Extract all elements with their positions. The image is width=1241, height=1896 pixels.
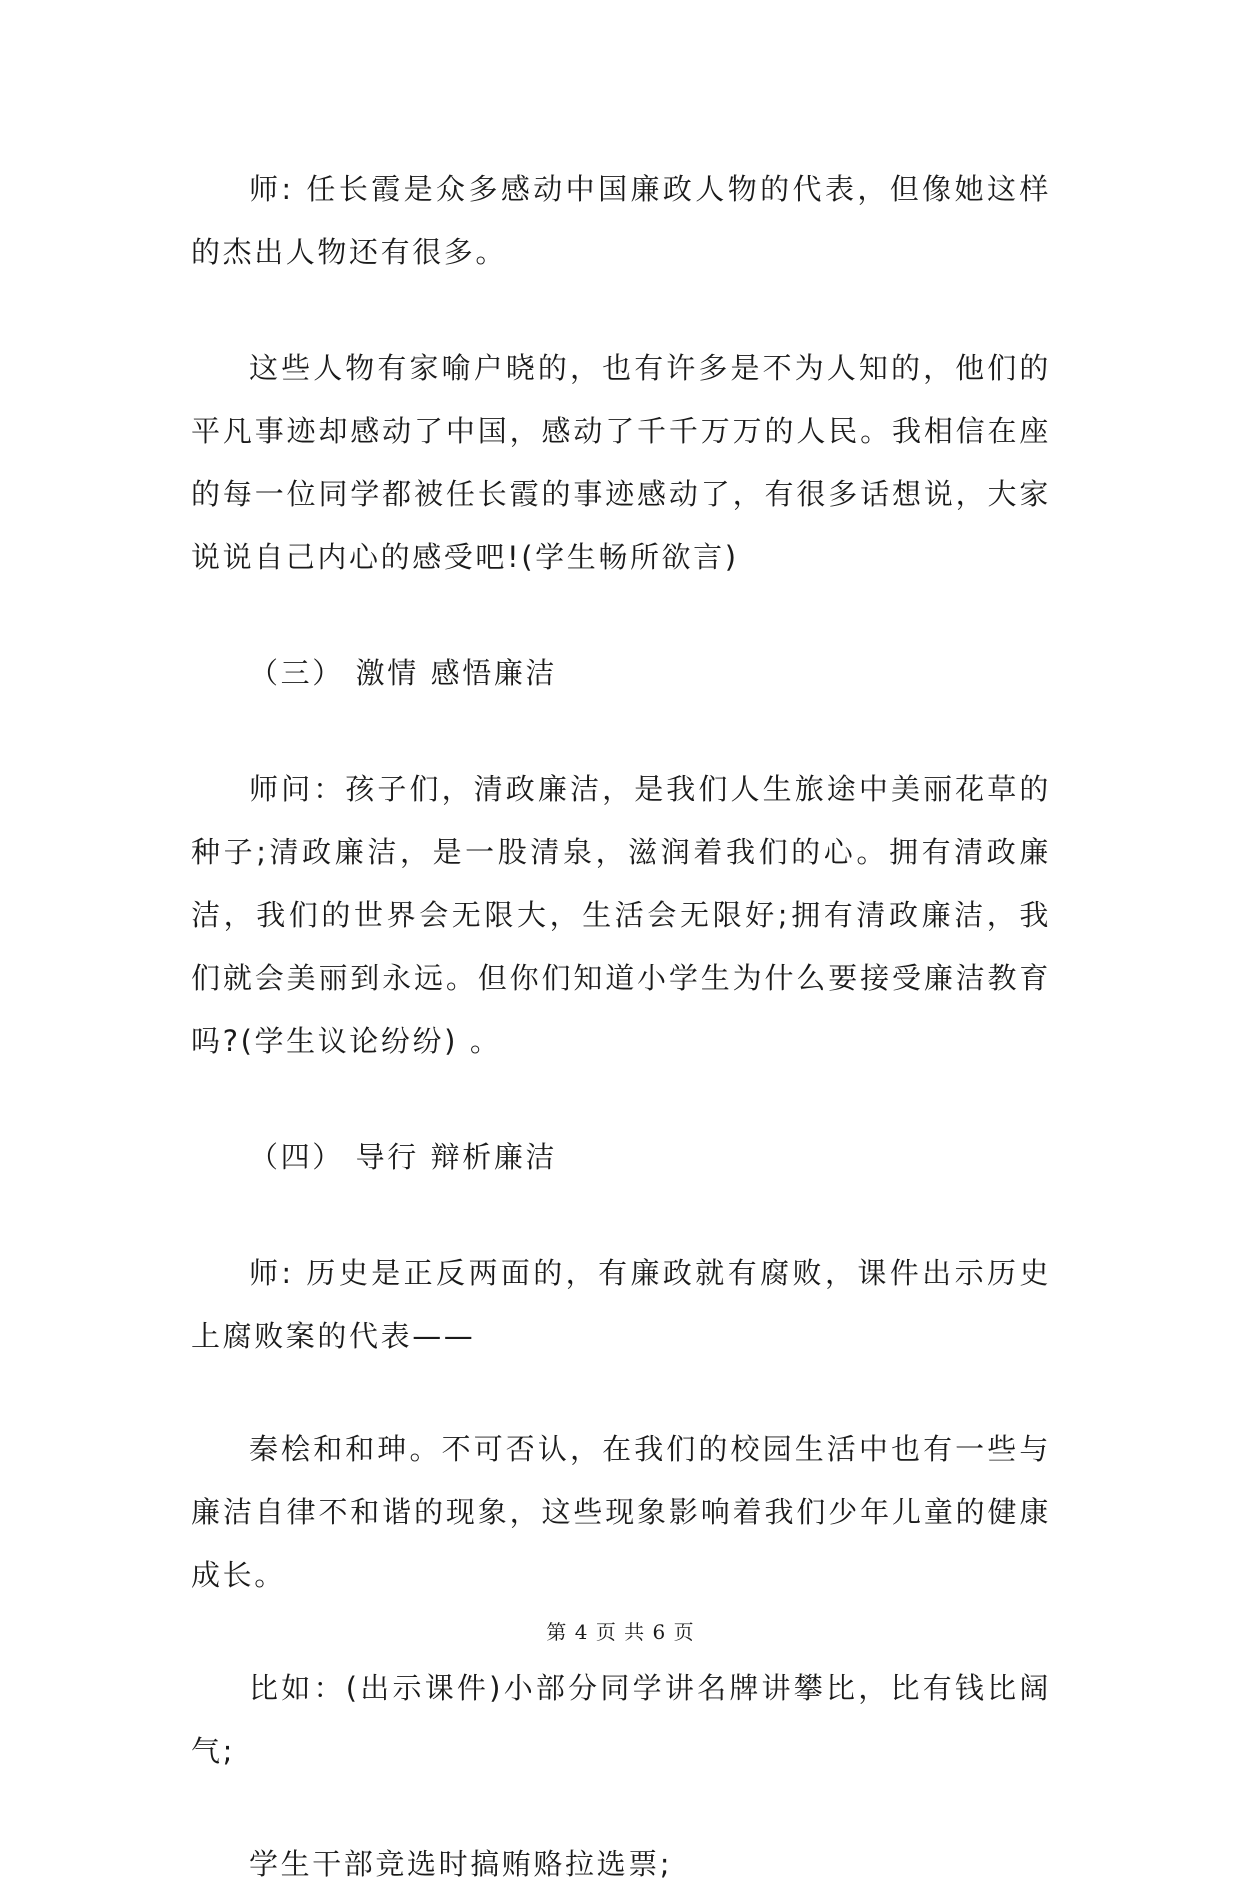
paragraph-history: 师: 历史是正反两面的，有廉政就有腐败，课件出示历史上腐败案的代表—— [191,1256,1051,1353]
paragraph-example-1: 比如：(出示课件)小部分同学讲名牌讲攀比，比有钱比阔气; [191,1671,1051,1768]
paragraph-teacher-intro: 师: 任长霞是众多感动中国廉政人物的代表，但像她这样的杰出人物还有很多。 [191,172,1051,269]
paragraph-teacher-question: 师问：孩子们，清政廉洁，是我们人生旅途中美丽花草的种子;清政廉洁，是一股清泉，滋润着我们的心。拥有清政廉洁，我们的世界会无限大，生活会无限好;拥有清政廉洁，我们就会美丽到永远。但你们知道小学生为什么要接受廉洁教育吗?(学生议论纷纷) 。 [191,772,1051,1058]
paragraph-campus-phenomena: 秦桧和和珅。不可否认，在我们的校园生活中也有一些与廉洁自律不和谐的现象，这些现象影响着我们少年儿童的健康成长。 [191,1432,1051,1592]
paragraph-people-stories: 这些人物有家喻户晓的，也有许多是不为人知的，他们的平凡事迹却感动了中国，感动了千千万万的人民。我相信在座的每一位同学都被任长霞的事迹感动了，有很多话想说，大家说说自己内心的感受吧!(学生畅所欲言) [191,351,1051,574]
section-heading-3: （三） 激情 感悟廉洁 [249,656,558,690]
page-number-footer: 第 4 页 共 6 页 [546,1620,695,1644]
section-heading-4: （四） 导行 辩析廉洁 [249,1140,558,1174]
paragraph-example-2: 学生干部竞选时搞贿赂拉选票; [249,1847,673,1881]
